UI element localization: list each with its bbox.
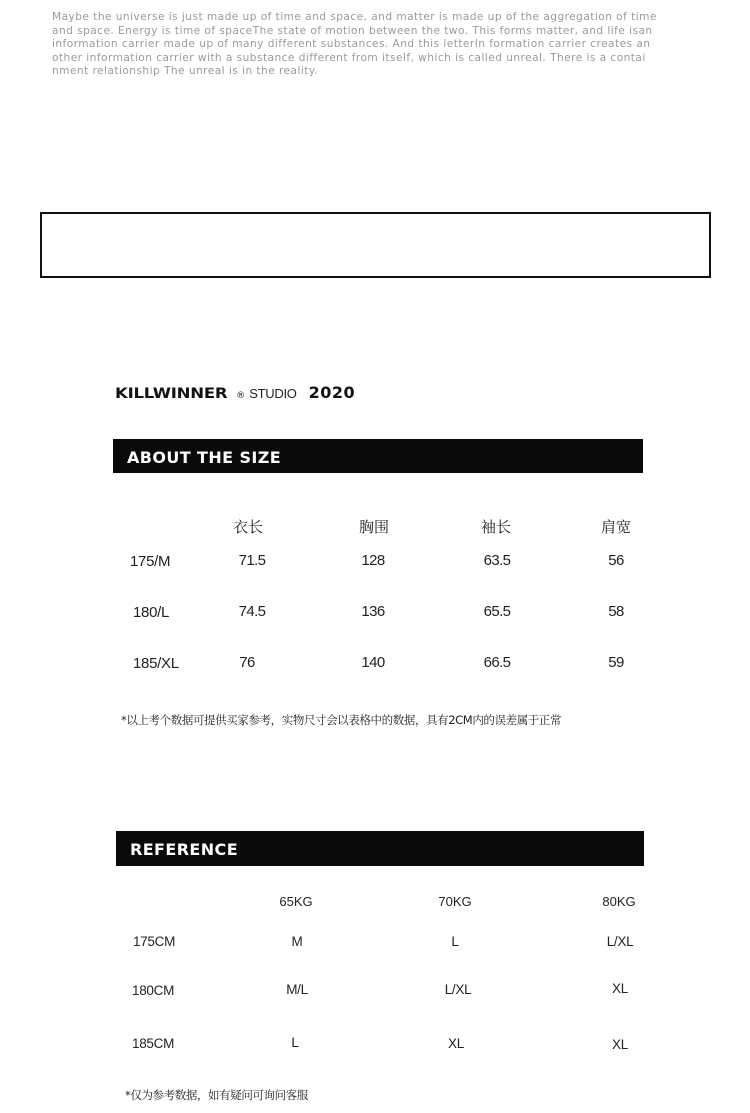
reference-cell: XL — [612, 981, 628, 996]
size-cell: 56 — [608, 552, 624, 569]
size-row-label: 180/L — [133, 604, 170, 621]
size-section-header — [113, 439, 643, 473]
intro-line: information carrier made up of many different substances. And this letterIn formation carrier creates an — [52, 38, 651, 51]
size-col-header: 胸围 — [358, 519, 390, 536]
reference-note: *仅为参考数据，如有疑问可询问客服 — [125, 1088, 308, 1102]
reference-row-label: 175CM — [133, 934, 176, 949]
intro-paragraph — [52, 11, 712, 79]
brand-line — [115, 383, 355, 405]
size-section-title: ABOUT THE SIZE — [127, 448, 282, 467]
brand-name: KILLWINNER — [115, 386, 228, 402]
brand-studio: STUDIO — [249, 386, 297, 401]
size-cell: 140 — [361, 654, 385, 671]
size-cell: 128 — [361, 552, 385, 569]
size-cell: 136 — [361, 603, 385, 620]
empty-frame — [40, 212, 711, 278]
size-cell: 65.5 — [483, 603, 511, 620]
size-cell: 76 — [239, 654, 255, 671]
size-row-label: 175/M — [130, 553, 171, 570]
reference-cell: L — [451, 934, 459, 949]
size-row-label: 185/XL — [133, 655, 179, 672]
reference-row-label: 185CM — [132, 1036, 175, 1051]
reference-col-header: 65KG — [279, 894, 313, 909]
reference-cell: M — [291, 934, 303, 949]
size-cell: 71.5 — [238, 552, 266, 569]
intro-line: Maybe the universe is just made up of time and space, and matter is made up of the aggregation of time — [52, 11, 657, 23]
registered-mark: ® — [236, 391, 246, 401]
intro-line: and space. Energy is time of spaceThe state of motion between the two. This forms matter, and life isan — [52, 24, 653, 37]
size-cell: 66.5 — [483, 654, 511, 671]
size-note: *以上考个数据可提供买家参考，实物尺寸会以表格中的数据，具有2CM内的误差属于正常 — [121, 713, 562, 727]
reference-section-title: REFERENCE — [130, 840, 239, 859]
size-col-header: 肩宽 — [600, 519, 632, 536]
size-cell: 74.5 — [238, 603, 266, 620]
size-cell: 63.5 — [483, 552, 511, 569]
reference-row-label: 180CM — [132, 983, 175, 998]
reference-cell: L — [291, 1035, 299, 1050]
reference-col-header: 80KG — [602, 894, 636, 909]
brand-year: 2020 — [308, 383, 356, 402]
reference-cell: XL — [448, 1036, 464, 1051]
reference-section-header — [116, 831, 644, 866]
size-col-header: 袖长 — [480, 519, 512, 536]
reference-cell: XL — [612, 1037, 628, 1052]
size-col-header: 衣长 — [232, 519, 264, 536]
reference-cell: L/XL — [606, 934, 634, 949]
size-cell: 59 — [608, 654, 624, 671]
intro-line: nment relationship The unreal is in the reality. — [52, 65, 318, 78]
reference-col-header: 70KG — [438, 894, 472, 909]
intro-line: other information carrier with a substance different from itself, which is called unreal. There is a contai — [52, 51, 646, 64]
size-cell: 58 — [608, 603, 624, 620]
reference-cell: M/L — [286, 982, 308, 997]
reference-cell: L/XL — [444, 982, 472, 997]
